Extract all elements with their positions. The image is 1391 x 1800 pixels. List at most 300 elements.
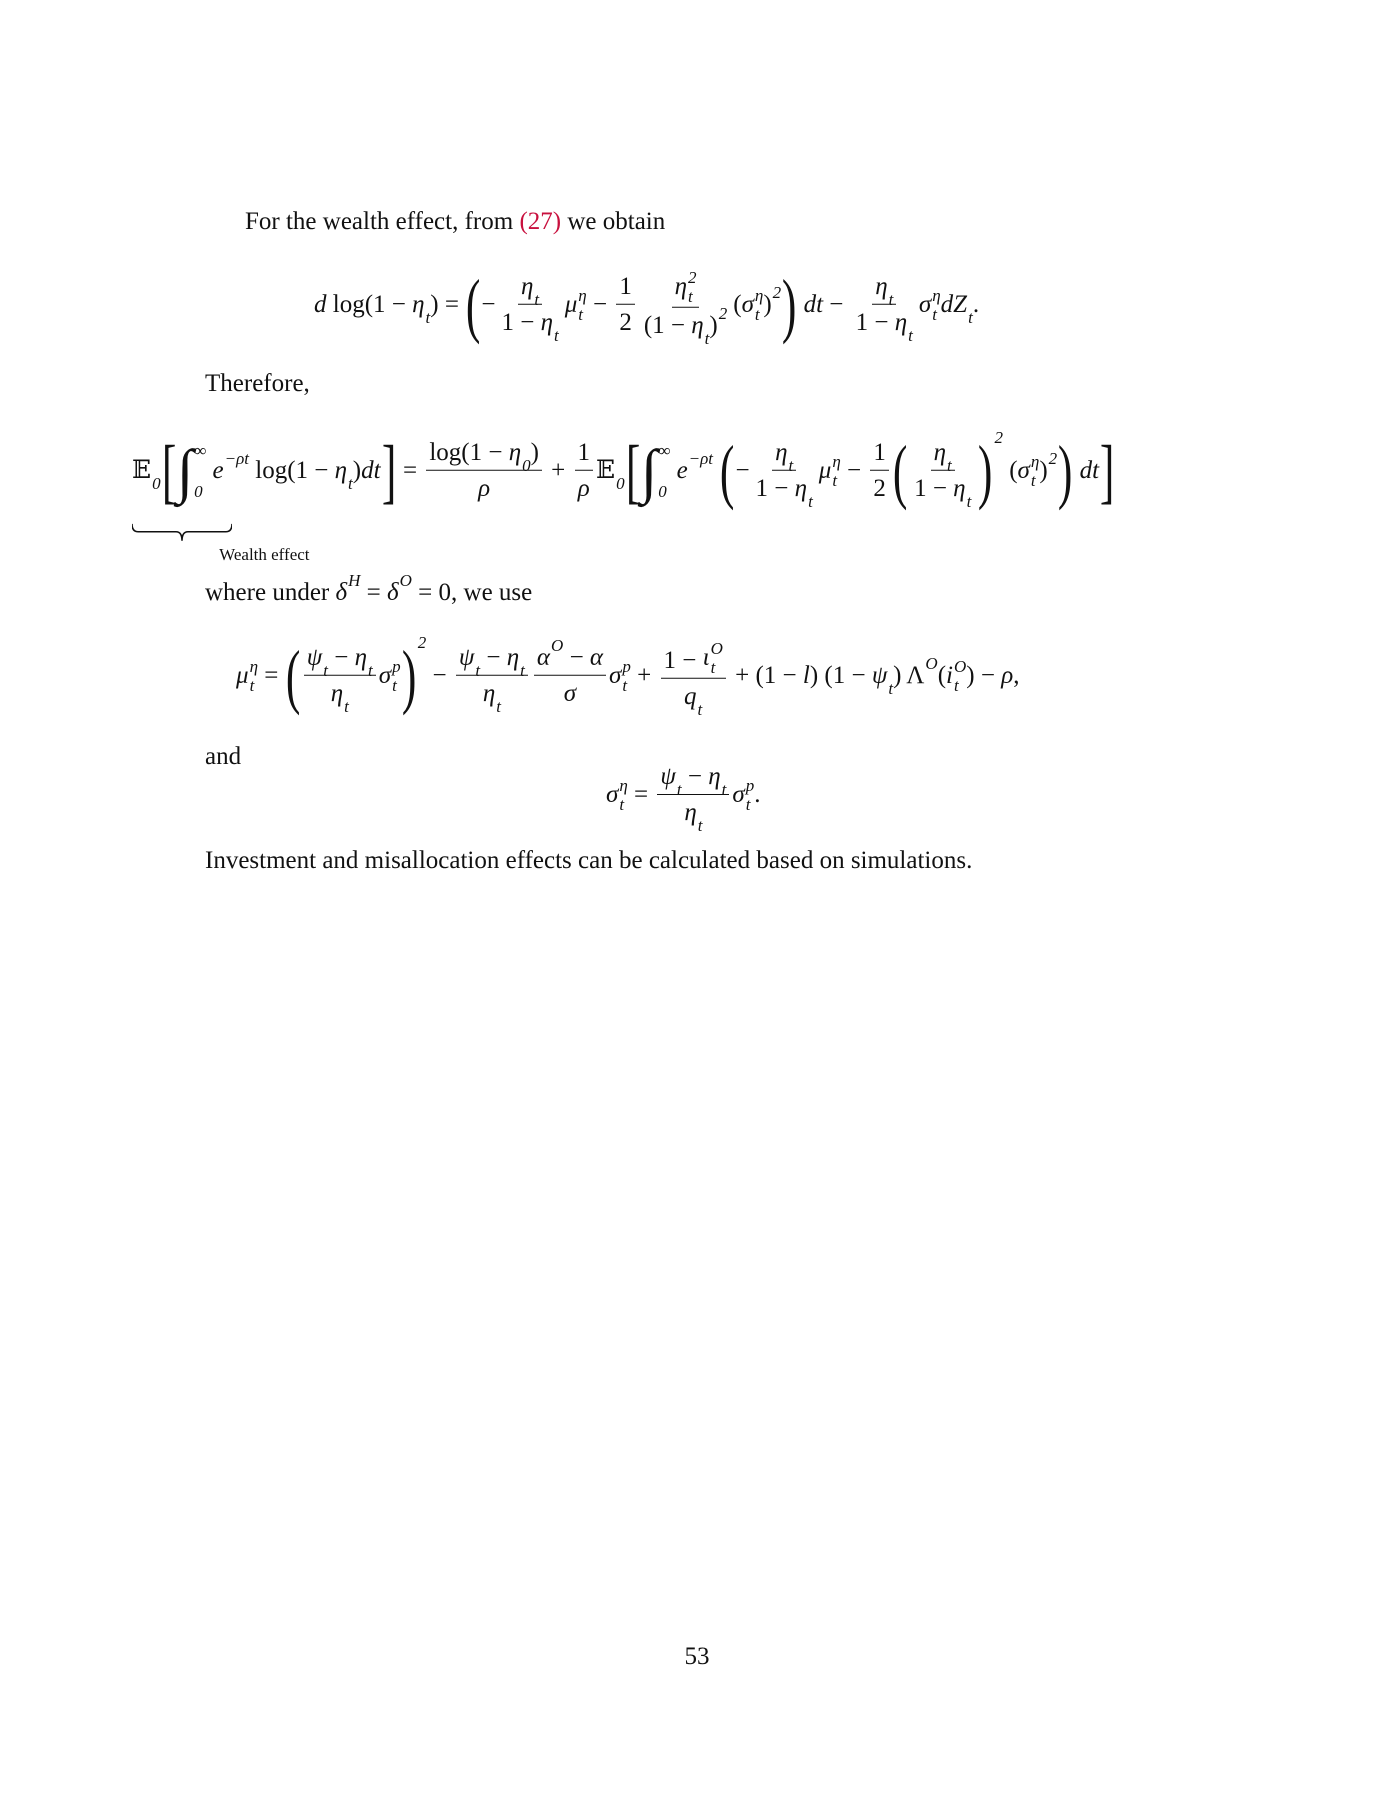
math-fraction	[534, 636, 606, 709]
fraction-numerator	[870, 438, 889, 471]
fraction-numerator	[672, 269, 700, 308]
math-variable: η	[330, 680, 344, 707]
math-script	[348, 572, 360, 589]
fraction-denominator	[616, 305, 635, 338]
equation-reference-link[interactable]: (27)	[519, 208, 562, 235]
subscript: t	[249, 675, 255, 695]
math-text: (	[733, 291, 742, 318]
subscript: t	[888, 289, 894, 309]
superscript: H	[348, 571, 361, 591]
math-script	[698, 817, 703, 834]
math-token	[426, 661, 453, 691]
math-script	[688, 269, 697, 305]
math-token	[763, 283, 782, 320]
superscript: −ρt	[688, 449, 714, 469]
math-token	[803, 661, 810, 691]
math-script	[522, 457, 531, 474]
math-token	[708, 762, 727, 799]
math-script	[1031, 453, 1039, 489]
math-token	[314, 290, 327, 320]
math-delimiter: [	[625, 429, 640, 511]
math-token	[742, 287, 764, 323]
math-variable: α	[536, 644, 551, 671]
wealth-effect-rhs	[396, 427, 1115, 511]
math-token	[161, 429, 177, 511]
subscript: 0	[522, 455, 531, 475]
math-script	[194, 442, 206, 500]
math-variable: dt	[1073, 457, 1100, 484]
math-variable: η	[691, 311, 704, 339]
subscript: t	[697, 699, 703, 719]
math-text: −	[481, 291, 496, 318]
fraction-denominator	[681, 679, 705, 719]
math-token	[640, 438, 671, 504]
conclusion-text: Investment and misallocation effects can be calculated based on simulations.	[205, 847, 973, 874]
math-token	[732, 777, 754, 813]
fraction-numerator	[661, 640, 726, 679]
math-token	[176, 438, 207, 504]
math-text: −	[681, 763, 709, 790]
subscript: t	[808, 491, 813, 511]
math-fraction	[456, 643, 528, 716]
fraction-denominator	[480, 676, 504, 716]
subscript: t	[832, 470, 838, 490]
math-variable: η	[334, 457, 348, 484]
math-text: −	[426, 662, 453, 689]
math-token	[781, 263, 797, 345]
subscript: t	[534, 289, 540, 309]
math-token	[540, 308, 559, 345]
math-token	[1057, 429, 1073, 511]
math-token	[1018, 453, 1040, 489]
math-variable: η	[412, 291, 425, 318]
math-script	[722, 781, 727, 798]
subscript: t	[947, 455, 952, 475]
math-token	[735, 456, 749, 486]
math-text: 1 −	[855, 309, 895, 336]
math-token	[606, 777, 628, 813]
math-token	[412, 578, 532, 608]
math-text: )	[352, 457, 362, 484]
math-token	[875, 272, 894, 309]
math-token	[664, 646, 703, 676]
math-text: 1	[873, 439, 886, 466]
math-token	[508, 438, 531, 475]
math-fraction	[498, 272, 561, 345]
subscript: t	[392, 675, 397, 695]
intro-text: For the wealth effect, from	[245, 208, 520, 235]
math-variable: σ	[563, 680, 577, 707]
subscript: t	[344, 696, 349, 716]
math-fraction	[641, 268, 730, 348]
math-variable: μ	[564, 291, 578, 318]
math-token	[429, 438, 508, 468]
math-variable: α	[589, 644, 604, 671]
math-variable: e	[206, 457, 224, 484]
math-script	[954, 658, 966, 694]
math-script	[520, 662, 525, 679]
math-text: 1 −	[755, 475, 795, 502]
math-text: ) (1 −	[809, 662, 872, 689]
math-script	[578, 287, 586, 323]
math-token	[914, 474, 953, 504]
math-token	[675, 269, 697, 305]
math-text: (	[1002, 457, 1018, 484]
math-script	[616, 475, 625, 492]
subscript: t	[687, 286, 693, 306]
superscript: 2	[687, 268, 697, 288]
superscript: ∞	[658, 441, 671, 461]
where-text	[205, 571, 533, 608]
superscript: O	[399, 571, 412, 591]
math-token	[458, 643, 481, 680]
math-variable: dt	[361, 457, 381, 484]
subscript: t	[932, 304, 937, 324]
math-text: log(1 −	[429, 439, 509, 466]
math-fraction	[911, 438, 974, 511]
math-token	[587, 290, 614, 320]
integral-symbol: ∫	[176, 438, 194, 504]
subscript: t	[710, 657, 716, 677]
math-variable: ρ	[478, 475, 491, 502]
math-token	[684, 682, 703, 719]
math-text: =	[396, 457, 424, 484]
math-script	[225, 450, 249, 467]
math-variable: η	[521, 273, 534, 300]
math-token	[353, 456, 361, 486]
subscript: t	[578, 304, 584, 324]
math-variable: ψ	[660, 763, 676, 790]
math-token	[709, 303, 728, 341]
math-token	[754, 780, 760, 810]
math-text: +	[630, 662, 658, 689]
fraction-denominator	[911, 471, 974, 511]
math-script	[496, 698, 501, 715]
math-text: =	[258, 662, 285, 689]
math-token	[531, 438, 539, 468]
math-token	[871, 661, 894, 698]
page-number: 53	[684, 1643, 710, 1670]
wealth-effect-lhs	[132, 429, 397, 511]
subscript: t	[745, 794, 751, 814]
math-token	[609, 658, 631, 694]
math-text: −	[480, 644, 507, 671]
math-fraction	[870, 438, 889, 504]
subscript: t	[788, 455, 794, 475]
math-variable: e	[670, 457, 688, 484]
superscript: 2	[994, 427, 1003, 447]
underbrace-label: Wealth effect	[219, 544, 310, 564]
math-text: −	[840, 457, 868, 484]
math-variable: ψ	[306, 644, 323, 671]
math-token	[670, 449, 714, 486]
subscript: t	[553, 325, 559, 345]
math-variable: δ	[335, 579, 348, 606]
math-text: 1	[619, 273, 632, 300]
wealth-effect-term	[132, 429, 397, 564]
math-token	[327, 290, 413, 320]
math-text: )	[763, 291, 772, 318]
math-script	[711, 640, 723, 676]
subscript: t	[323, 660, 329, 680]
math-text: 1 −	[914, 475, 954, 502]
math-token	[306, 643, 329, 680]
fraction-numerator	[931, 438, 955, 475]
math-token	[973, 290, 979, 320]
math-token	[249, 456, 335, 486]
math-variable: σ	[732, 781, 745, 808]
superscript: O	[925, 654, 938, 674]
subscript: t	[966, 491, 972, 511]
math-token	[775, 438, 794, 475]
math-variable: η	[540, 309, 553, 336]
math-script	[152, 475, 161, 492]
math-script	[967, 493, 972, 510]
superscript: 2	[718, 303, 728, 323]
subscript: t	[721, 779, 727, 799]
math-variable: ψ	[871, 662, 888, 689]
superscript: O	[953, 657, 967, 677]
subscript: t	[368, 660, 373, 680]
math-token	[536, 636, 564, 673]
math-script	[925, 655, 937, 672]
math-token	[1001, 661, 1013, 691]
math-delimiter: (	[466, 263, 481, 345]
math-token	[206, 449, 249, 486]
math-delimiter: [	[161, 429, 176, 511]
math-token	[894, 308, 913, 345]
math-token	[328, 643, 355, 673]
math-text: 1	[577, 439, 591, 466]
subscript: t	[704, 328, 710, 348]
math-token	[729, 661, 803, 691]
math-token	[335, 571, 361, 608]
math-script	[250, 658, 258, 694]
superscript: η	[1030, 452, 1040, 472]
fraction-denominator	[853, 305, 916, 345]
math-token	[644, 311, 691, 341]
math-variable: η	[482, 680, 496, 707]
math-token	[966, 661, 1001, 691]
math-script	[400, 572, 412, 589]
math-token	[361, 456, 380, 486]
math-text: =	[627, 781, 655, 808]
math-variable: η	[933, 439, 947, 466]
math-script	[368, 662, 373, 679]
math-script	[755, 287, 763, 323]
math-delimiter: (	[892, 429, 908, 511]
math-token	[481, 290, 495, 320]
math-delimiter: )	[978, 429, 993, 511]
math-token	[360, 578, 387, 608]
math-text: −	[586, 291, 614, 318]
math-token	[285, 634, 301, 716]
math-text: −	[735, 457, 750, 484]
math-script	[908, 327, 913, 344]
math-token	[397, 456, 424, 486]
math-delimiter: )	[782, 263, 797, 345]
fraction-numerator	[534, 636, 606, 676]
therefore-text: Therefore,	[205, 370, 310, 397]
subscript: t	[496, 696, 501, 716]
math-text: ) =	[430, 291, 466, 318]
math-token	[465, 263, 481, 345]
math-variable: η	[684, 799, 697, 826]
math-token	[841, 456, 868, 486]
math-token	[719, 429, 735, 511]
math-token	[810, 661, 872, 691]
math-token	[946, 658, 966, 694]
math-token	[873, 438, 886, 468]
superscript: p	[622, 657, 631, 677]
math-script	[554, 327, 559, 344]
subscript: t	[676, 779, 682, 799]
math-token	[401, 632, 427, 716]
math-delimiter: (	[285, 634, 300, 716]
math-text: (1 −	[643, 311, 692, 339]
math-delimiter: (	[720, 429, 735, 511]
math-text: log(1 −	[249, 457, 335, 484]
math-token	[354, 643, 373, 680]
math-token	[625, 429, 641, 511]
superscript: 2	[772, 283, 782, 303]
math-script	[698, 701, 703, 718]
subscript: t	[754, 304, 760, 324]
superscript: p	[745, 776, 755, 796]
math-token	[381, 429, 397, 511]
math-token	[578, 474, 590, 504]
math-token	[596, 456, 625, 493]
superscript: η	[578, 286, 587, 306]
math-text: (	[937, 662, 947, 689]
math-fraction	[575, 438, 594, 504]
math-script	[1049, 450, 1058, 467]
math-variable: dt	[797, 291, 824, 318]
math-token	[480, 643, 507, 673]
math-token	[631, 661, 658, 691]
math-delimiter: ]	[1099, 429, 1115, 511]
math-variable: η	[354, 644, 368, 671]
math-token	[823, 290, 850, 320]
math-token	[205, 578, 336, 608]
math-variable: q	[684, 682, 697, 710]
and-text: and	[205, 743, 242, 770]
fraction-numerator	[657, 762, 729, 799]
math-text: .	[754, 781, 761, 808]
math-text: ) −	[966, 662, 1002, 689]
subscript: t	[1030, 470, 1036, 490]
math-token	[733, 290, 741, 320]
fraction-numerator	[616, 272, 635, 305]
math-variable: μ	[818, 457, 832, 484]
math-script	[658, 442, 670, 500]
superscript: 2	[417, 632, 427, 652]
math-text: log(1 −	[326, 291, 413, 318]
fraction-numerator	[518, 272, 542, 309]
equation-sigma-eta	[606, 762, 761, 835]
math-text: 2	[873, 475, 886, 502]
math-token	[892, 429, 908, 511]
superscript: p	[392, 657, 401, 677]
math-token	[977, 427, 1003, 511]
math-token	[565, 287, 587, 323]
math-script	[994, 429, 1003, 446]
equation-dlog	[314, 263, 980, 348]
intro-paragraph	[245, 207, 665, 237]
math-text: 1 −	[501, 309, 541, 336]
math-text: −	[328, 644, 355, 671]
math-token	[819, 453, 841, 489]
math-script	[551, 637, 563, 654]
math-script	[619, 777, 627, 813]
math-token	[1039, 449, 1058, 486]
subscript: t	[425, 307, 431, 327]
math-variable: σ	[1017, 457, 1030, 484]
math-script	[418, 634, 427, 651]
math-text: =	[360, 579, 388, 606]
math-fraction	[657, 762, 729, 835]
underbrace	[132, 523, 232, 541]
math-token	[933, 438, 952, 475]
math-variable: d	[314, 291, 327, 318]
math-token	[797, 290, 823, 320]
math-fraction	[304, 643, 376, 716]
math-token	[501, 308, 540, 338]
math-variable: ρ	[577, 475, 590, 502]
math-text: + (1 −	[728, 662, 803, 689]
equation-wealth-effect	[132, 427, 1115, 564]
math-token	[578, 438, 591, 468]
math-variable: ρ	[1001, 662, 1014, 689]
math-text: )	[709, 311, 718, 339]
math-text: −	[823, 291, 850, 318]
math-variable: σ	[741, 291, 754, 318]
math-token	[703, 640, 723, 676]
math-fraction	[616, 272, 635, 338]
subscript: t	[968, 307, 973, 327]
math-variable: η	[506, 644, 520, 671]
math-text: )	[530, 439, 539, 466]
math-variable: η	[708, 763, 721, 790]
fraction-denominator	[870, 471, 889, 504]
math-token	[873, 474, 886, 504]
math-token	[856, 308, 895, 338]
math-token	[1003, 456, 1018, 486]
math-token	[258, 661, 285, 691]
math-variable: η	[875, 273, 888, 300]
fraction-denominator	[475, 471, 493, 504]
math-token	[756, 474, 795, 504]
math-variable: δ	[387, 579, 399, 606]
math-variable: σ	[606, 781, 619, 808]
fraction-numerator	[304, 643, 376, 680]
math-script	[392, 658, 401, 694]
math-delimiter: ]	[381, 429, 396, 511]
math-fraction	[753, 438, 816, 511]
subscript: 0	[152, 473, 161, 493]
superscript: O	[551, 636, 564, 656]
math-fraction	[661, 639, 726, 719]
fraction-denominator	[681, 795, 705, 835]
math-token	[893, 654, 938, 691]
math-token	[1013, 661, 1019, 691]
subscript: t	[888, 678, 894, 698]
math-text: 1 −	[663, 646, 703, 674]
math-token	[953, 474, 972, 511]
fraction-denominator	[641, 303, 730, 348]
math-token	[619, 308, 632, 338]
fraction-denominator	[498, 305, 561, 345]
